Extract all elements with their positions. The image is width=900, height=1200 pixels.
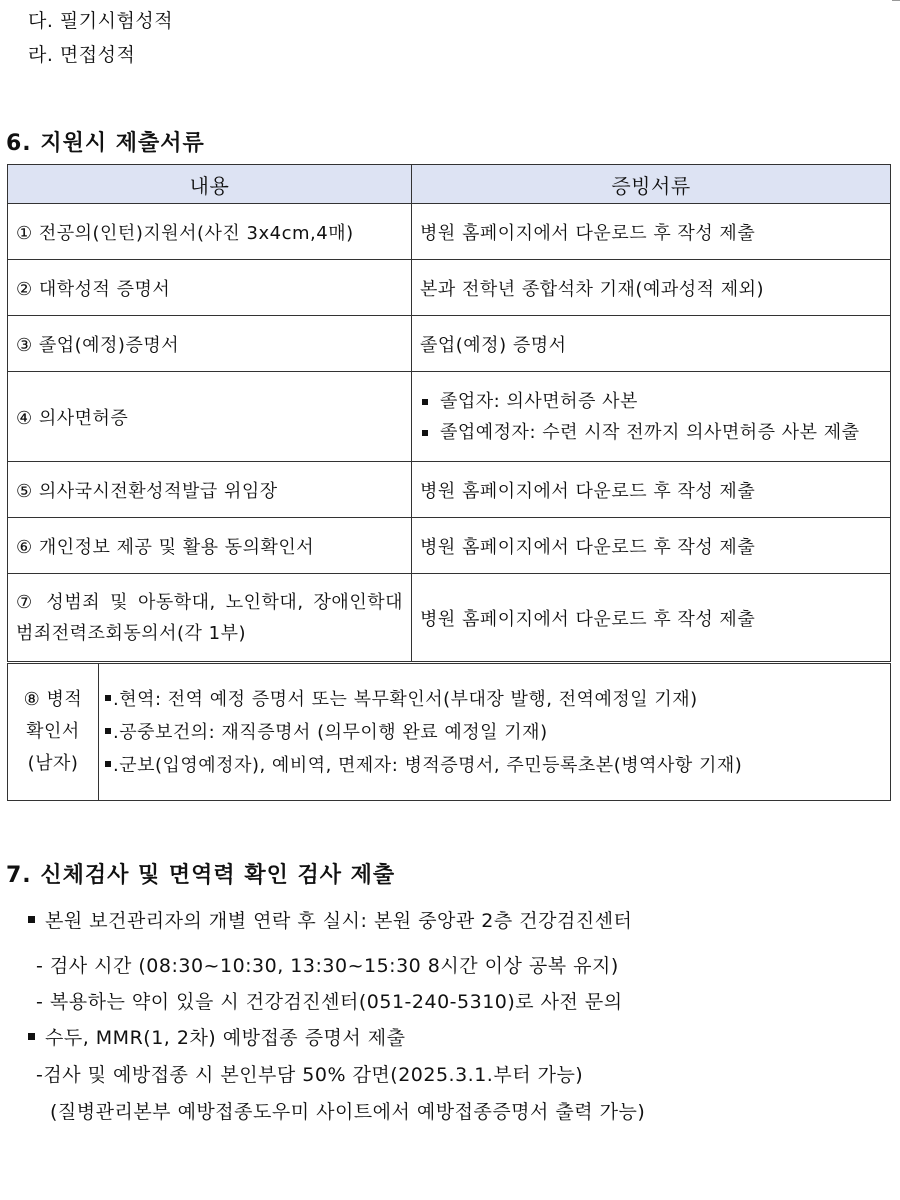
list-item-text: 졸업예정자: 수련 시작 전까지 의사면허증 사본 제출 [440,421,860,443]
square-bullet-icon [422,399,428,405]
list-item-text: 졸업자: 의사면허증 사본 [440,390,638,412]
page-edge-line [892,0,900,1]
section7-line: - 검사 시간 (08:30~10:30, 13:30~15:30 8시간 이상 공복 유지) [36,955,619,977]
list-item [420,417,882,448]
table-row [8,518,891,574]
military-label [8,664,99,801]
military-label-line: (남자) [27,753,79,774]
row-item: ④ 의사면허증 [8,372,412,462]
row-doc: 병원 홈페이지에서 다운로드 후 작성 제출 [412,518,891,574]
row-item: ① 전공의(인턴)지원서(사진 3x4cm,4매) [8,204,412,260]
row-doc: 병원 홈페이지에서 다운로드 후 작성 제출 [412,462,891,518]
military-line-text: .현역: 전역 예정 증명서 또는 복무확인서(부대장 발행, 전역예정일 기재) [113,688,698,710]
military-line-text: .공중보건의: 재직증명서 (의무이행 완료 예정일 기재) [113,721,548,743]
section7-line [28,1023,406,1050]
military-label-line: ⑧ 병적 [23,689,83,710]
header-proof-docs: 증빙서류 [412,165,891,204]
table-row [8,260,891,316]
row-doc: 병원 홈페이지에서 다운로드 후 작성 제출 [412,204,891,260]
military-line [105,749,884,782]
row-item: ③ 졸업(예정)증명서 [8,316,412,372]
military-line [105,716,884,749]
list-item [420,386,882,417]
section7-title: 7. 신체검사 및 면역력 확인 검사 제출 [6,863,396,888]
table-row [8,372,891,462]
row-item: ⑤ 의사국시전환성적발급 위임장 [8,462,412,518]
square-bullet-icon [28,916,35,923]
table-row [8,664,891,801]
intro-line-interview: 라. 면접성적 [28,44,136,66]
table-row [8,204,891,260]
section7-line: (질병관리본부 예방접종도우미 사이트에서 예방접종증명서 출력 가능) [50,1101,646,1123]
section6-title: 6. 지원시 제출서류 [6,131,205,156]
section7-line [28,906,632,933]
section7-line-text: 본원 보건관리자의 개별 연락 후 실시: 본원 중앙관 2층 건강검진센터 [45,910,633,932]
military-label-line: 확인서 [26,721,80,742]
section7-line-text: 수두, MMR(1, 2차) 예방접종 증명서 제출 [45,1027,406,1049]
square-bullet-icon [105,761,111,767]
row-item: ⑦ 성범죄 및 아동학대, 노인학대, 장애인학대 범죄전력조회동의서(각 1부) [8,574,412,662]
square-bullet-icon [28,1033,35,1040]
row-item: ② 대학성적 증명서 [8,260,412,316]
square-bullet-icon [422,430,428,436]
documents-table-header [8,165,891,204]
intro-line-written-exam: 다. 필기시험성적 [28,10,174,32]
row-doc: 졸업(예정) 증명서 [412,316,891,372]
header-content: 내용 [8,165,412,204]
row-doc: 본과 전학년 종합석차 기재(예과성적 제외) [412,260,891,316]
documents-table [7,164,891,662]
military-certificate-table [7,663,891,801]
military-details [99,664,891,801]
square-bullet-icon [105,728,111,734]
military-line [105,683,884,716]
military-line-text: .군보(입영예정자), 예비역, 면제자: 병적증명서, 주민등록초본(병역사항 기재) [113,754,743,776]
row-doc: 병원 홈페이지에서 다운로드 후 작성 제출 [412,574,891,662]
table-row [8,574,891,662]
row-doc-list [412,372,891,462]
row-item: ⑥ 개인정보 제공 및 활용 동의확인서 [8,518,412,574]
square-bullet-icon [105,695,111,701]
section7-line: - 복용하는 약이 있을 시 건강검진센터(051-240-5310)로 사전 문의 [36,991,623,1013]
section7-line: -검사 및 예방접종 시 본인부담 50% 감면(2025.3.1.부터 가능) [36,1064,584,1086]
table-row [8,316,891,372]
table-row [8,462,891,518]
